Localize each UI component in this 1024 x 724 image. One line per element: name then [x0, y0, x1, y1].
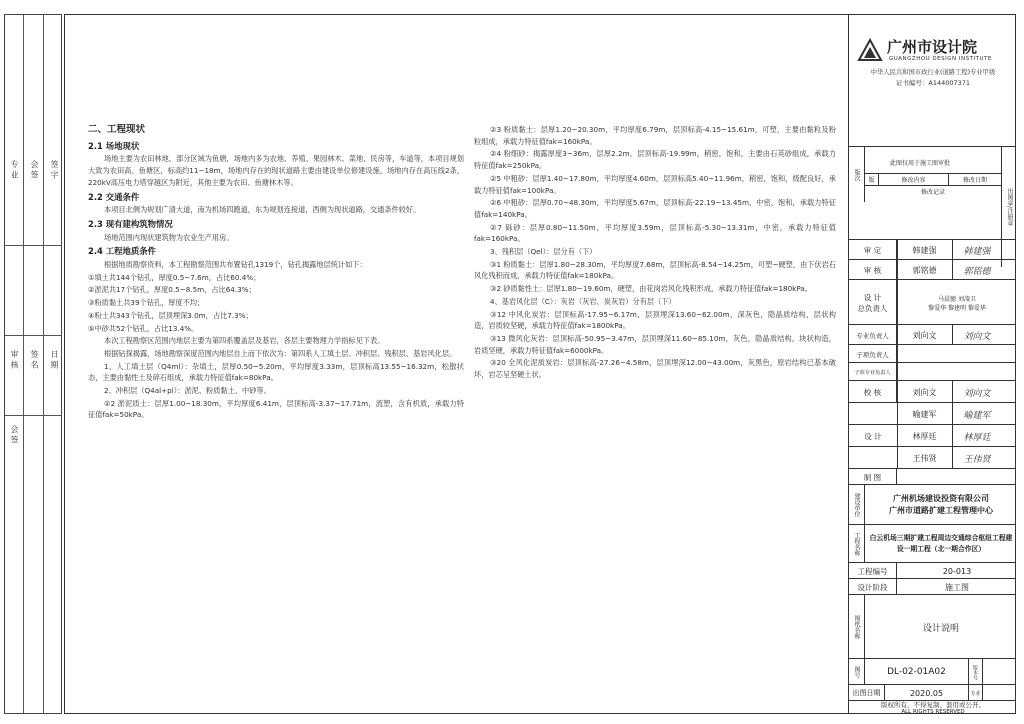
paragraph: 4、基岩风化层（C）：灰岩（灰岩、炭灰岩）分有层（下）: [490, 296, 676, 306]
company-logo-icon: [857, 38, 883, 64]
project-row: [849, 524, 1016, 562]
project-no: 20-013: [942, 566, 972, 576]
role-label: 制 图: [849, 469, 897, 485]
section-heading: 2.2 交通条件: [88, 191, 140, 202]
paragraph: 本项目北侧为规划广清大道，南为机场四跑道，东为规划连接道，西侧为现状道路，交通条件较好。: [104, 205, 421, 215]
binding-label: 日 期: [50, 350, 59, 369]
version-label: 版本号: [969, 659, 983, 685]
stamp-label: 出图章/注册章: [1001, 147, 1017, 267]
certificate-number: 证书编号：A144007371: [895, 79, 971, 87]
project-label: 工程名称: [849, 525, 865, 563]
drawing-title-row: [849, 594, 1016, 658]
date-row: [849, 684, 1016, 700]
role-label: 审 定: [849, 240, 897, 260]
paragraph: 根据地质勘察资料，本工程勘察范围共布置钻孔1319个，钻孔揭露地层统计如下：: [104, 260, 367, 270]
paragraph: 场地范围内现状建筑物为农业生产用房。: [104, 232, 234, 242]
date-value: 2020.05: [885, 685, 969, 701]
role-name: 马晨骢 刘凌卫 黎爱华 黎建明 黎爱华: [928, 295, 986, 312]
role-name: 郭铭德: [897, 260, 953, 280]
paragraph: ③2 砂质黏性土：层厚1.80~19.60m，硬塑，由花岗岩风化残积形成，承载力特征值fak=180kPa。: [490, 284, 812, 294]
page-label: 专业: [969, 685, 983, 701]
role-name: 喻建军: [897, 403, 953, 425]
role-name: 刘向文: [897, 381, 953, 403]
role-name: 刘向文: [897, 325, 953, 345]
binding-label: 专 业: [10, 160, 19, 179]
paragraph: ②7 砾砂：层厚0.80~11.50m，平均厚度3.59m，层顶标高-5.30~13.31m，中密，承载力特征值fak=160kPa。: [474, 222, 836, 244]
paragraph: ④粉土共343个钻孔，层顶埋深3.0m，占比7.3%；: [88, 310, 253, 320]
binding-label: 签 名: [30, 350, 39, 369]
revision-header: 此图仅用于施工图审批: [889, 159, 950, 167]
binding-label: 审 核: [10, 350, 19, 369]
copyright-text-en: ALL RIGHTS RESERVED: [901, 708, 965, 715]
role-label: 子项专业负责人: [849, 363, 897, 381]
company-logo-area: [849, 14, 1017, 109]
paragraph: 根据钻探揭露，场地勘察深度范围内地层自上而下依次为：第四系人工填土层、冲积层、残积层、基岩风化层。: [104, 348, 457, 358]
role-row: [849, 446, 1016, 468]
paragraph: ②6 中粗砂：层厚0.70~48.30m，平均厚度5.67m，层顶标高-22.19~13.45m，中密，饱和，承载力特征值fak=140kPa。: [474, 198, 836, 219]
role-row: [849, 259, 1016, 279]
qualification-text: 中华人民共和国市政行业(道路工程)专业甲级: [870, 69, 996, 76]
drawing-title-label: 图纸名称: [849, 595, 865, 659]
text-column-right: [474, 124, 836, 704]
paragraph: ②4 粉细砂：揭露厚度3~36m，层厚2.2m，层顶标高-19.99m，稍密，饱和，主要由石英砂组成，承载力特征值fak=250kPa。: [474, 149, 836, 171]
stage-row: [849, 578, 1016, 594]
copyright-text: 版权所有，不得复制、套用或公开。: [881, 701, 985, 709]
paragraph: 2、冲积层（Q4al+pl）：淤泥、粉质黏土、中砂等。: [104, 386, 271, 396]
role-row: [849, 279, 1016, 324]
project-no-row: [849, 562, 1016, 578]
role-row: [849, 239, 1016, 259]
company-name: 广州市设计院: [887, 38, 978, 56]
project-name: 白云机场三期扩建工程周边交通综合枢纽工程建设一期工程（北一期合作区）: [869, 534, 1013, 553]
project-no-label: 工程编号: [849, 563, 897, 579]
stage-value: 施工图: [945, 582, 969, 592]
drawing-title: 设计说明: [922, 623, 959, 634]
paragraph: ③20 全风化泥质炭岩：层顶标高-27.26~4.58m，层顶埋深12.00~43.00m，灰黑色，原岩结构已基本破坏，岩芯呈坚硬土状。: [474, 358, 836, 380]
revision-table: [849, 146, 1016, 227]
role-label: 设 计: [864, 431, 882, 441]
drawing-no-label: 图号: [849, 659, 865, 685]
stage-label: 设计阶段: [849, 579, 897, 595]
client-name: 广州机场建设投资有限公司 广州市道路扩建工程管理中心: [889, 494, 993, 515]
section-heading: 2.1 场地现状: [88, 140, 140, 151]
paragraph: 场地主要为农田林地、部分区域为鱼塘，场地内多为农地、养殖、果园林木、菜地、民房等，车道等，本项目规划大致为农田高、鱼塘区，标高约11~18m，场地内存在的现状道路主要由建设单位修建设施，场地内存在高压线2条，220kV高压电力塔穿越区为附近，其他主要为农田、鱼塘林木等。: [88, 154, 464, 187]
copyright-row: [849, 700, 1016, 714]
role-row: [849, 424, 1016, 446]
binding-margin: [4, 14, 62, 714]
paragraph: ②2 淤泥质土：层厚1.00~18.30m，平均厚度6.41m，层顶标高-3.37~17.71m，流塑，含有机质，承载力特征值fak=50kPa。: [88, 398, 464, 420]
text-column-left: [88, 124, 464, 704]
role-row: [849, 324, 1016, 344]
drawing-no-row: [849, 658, 1016, 684]
paragraph: ②淤泥共17个钻孔，厚度0.5~8.5m，占比64.3%；: [88, 285, 256, 295]
paragraph: ③1 粉质黏土：层厚1.80~28.30m，平均厚度7.68m，层顶标高-8.54~14.25m，可塑~硬塑，由下伏岩石风化残积而成，承载力特征值fak=180kPa。: [474, 259, 836, 281]
role-label: 校 核: [849, 381, 897, 403]
role-name: 林厚廷: [897, 425, 953, 447]
revision-col: 版: [865, 173, 879, 185]
revision-col: 修改内容: [879, 173, 949, 185]
role-row: [849, 380, 1016, 402]
revision-col: 修改日期: [949, 173, 1001, 185]
role-row: [849, 344, 1016, 362]
role-label: 子项负责人: [849, 345, 897, 363]
company-name-en: GUANGZHOU DESIGN INSTITUTE: [889, 56, 992, 62]
paragraph: 1、人工填土层（Q4ml）：杂填土，层厚0.50~5.20m，平均厚度3.33m，层顶标高13.55~16.32m，松散状态，主要由黏性土及碎石组成，承载力特征值fak=80kPa。: [88, 361, 464, 383]
date-label: 出图日期: [849, 685, 885, 701]
signature: 刘向文: [963, 331, 991, 342]
signature: 刘向文: [963, 388, 991, 399]
section-heading: 2.3 现有建构筑物情况: [88, 218, 173, 229]
role-name: 王伟贤: [897, 447, 953, 469]
paragraph: ②5 中粗砂：层厚1.40~17.80m，平均厚度4.60m，层顶标高5.40~11.96m，稍密，饱和，级配良好，承载力特征值fak=100kPa。: [474, 173, 836, 195]
role-label: 设 计 总负责人: [849, 280, 897, 325]
revision-side-label: 版次: [849, 147, 865, 202]
role-row: [849, 362, 1016, 380]
binding-label: 会 签: [10, 425, 19, 444]
paragraph: 3、残积层（Qel）：层分有（下）: [490, 247, 597, 257]
signature: 韩建强: [963, 246, 991, 257]
signature: 林厚廷: [963, 432, 991, 443]
paragraph: ③粉质黏土共39个钻孔，厚度不均；: [88, 298, 205, 308]
paragraph: ②3 粉质黏土：层厚1.20~20.30m，平均厚度6.79m，层顶标高-4.15~15.61m，可塑，主要由黏粒及粉粒组成，承载力特征值fak=160kPa。: [474, 125, 836, 146]
paragraph: ③13 微风化灰岩：层顶标高-50.95~3.47m，层顶埋深11.60~85.10m，灰色，隐晶质结构，块状构造，岩质坚硬，承载力特征值fak=6000kPa。: [474, 333, 836, 355]
title-block: [848, 14, 1016, 714]
signature: 郭铭德: [963, 266, 991, 277]
role-name: 韩建强: [897, 240, 953, 260]
paragraph: 本次工程勘察区范围内地层主要为第四系覆盖层及基岩，各层主要物理力学指标见下表。: [104, 336, 385, 346]
role-row: [849, 468, 1016, 484]
section-title: 二、工程现状: [88, 124, 146, 135]
signature: 喻建军: [963, 410, 991, 421]
paragraph: ③12 中风化炭岩：层顶标高-17.95~6.17m，层顶埋深13.60~62.00m，深灰色，隐晶质结构，层状构造，岩质较坚硬，承载力特征值fak=1800kPa。: [474, 309, 836, 331]
signature: 王伟贤: [963, 454, 991, 465]
revision-note: 修改记录: [865, 185, 1001, 197]
paragraph: ①填土共144个钻孔，厚度0.5~7.6m，占比60.4%；: [88, 272, 261, 282]
section-heading: 2.4 工程地质条件: [88, 246, 157, 257]
binding-label: 会 签: [30, 160, 39, 179]
role-row: [849, 402, 1016, 424]
client-label: 建设单位: [849, 485, 865, 525]
role-label: 审 核: [849, 260, 897, 280]
client-row: [849, 484, 1016, 524]
role-label: 专业负责人: [849, 325, 897, 345]
drawing-no: DL-02-01A02: [865, 659, 969, 685]
binding-label: 签 字: [50, 160, 59, 179]
paragraph: ⑤中砂共52个钻孔，占比13.4%。: [88, 323, 199, 333]
